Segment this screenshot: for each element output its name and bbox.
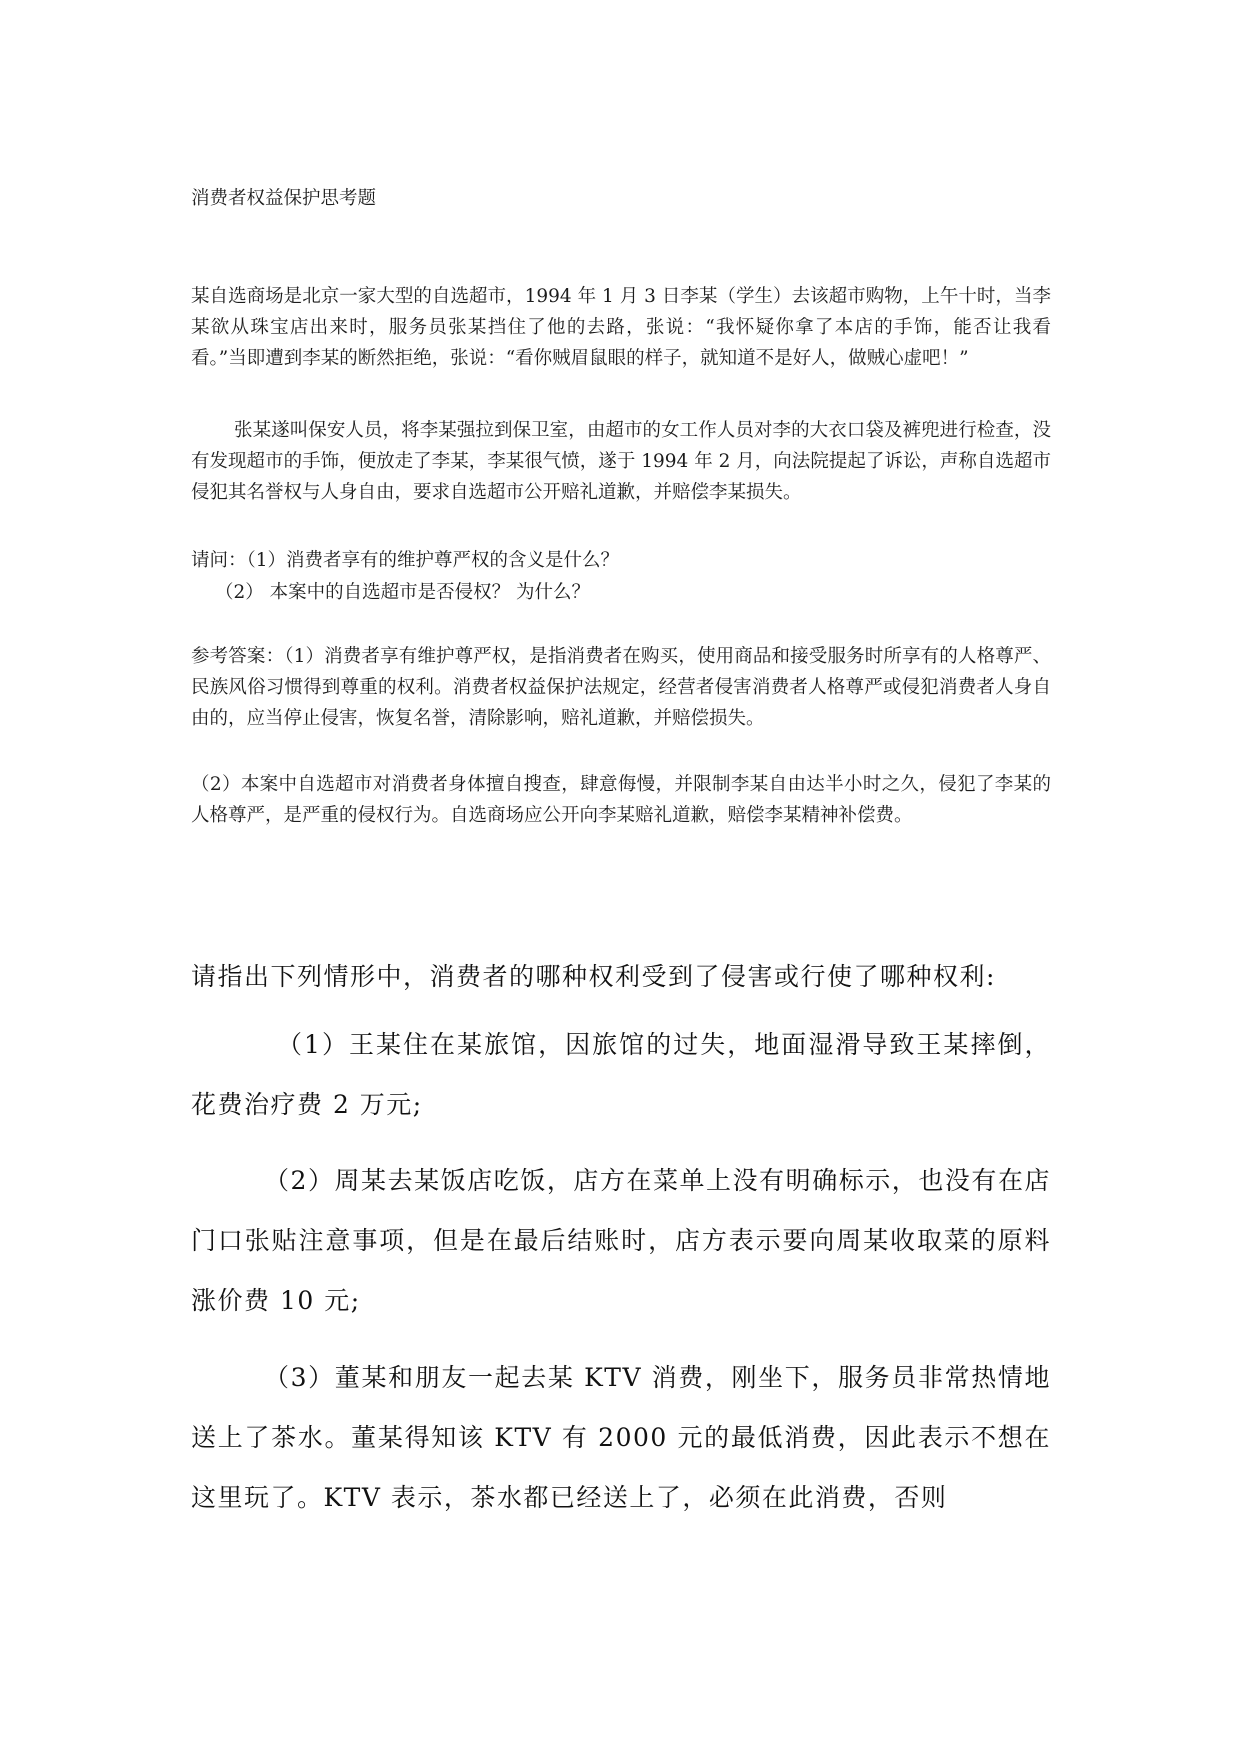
case-question-2: （2） 本案中的自选超市是否侵权？ 为什么？ (215, 582, 591, 603)
document-title: 消费者权益保护思考题 (191, 188, 377, 209)
exercise-intro: 请指出下列情形中，消费者的哪种权利受到了侵害或行使了哪种权利: (191, 962, 996, 991)
exercise-item-3: （3）董某和朋友一起去某 KTV 消费，刚坐下，服务员非常热情地送上了茶水。董某得知该 KTV 有 2000 元的最低消费，因此表示不想在这里玩了。KTV 表示，茶水都已经送上了，必须在此消费，否则 (191, 1363, 1051, 1512)
case-paragraph-1: 某自选商场是北京一家大型的自选超市，1994 年 1 月 3 日李某（学生）去该超市购物，上午十时，当李某欲从珠宝店出来时，服务员张某挡住了他的去路，张说：“我怀疑你拿了本店的手饰，能否让我看看。”当即遭到李某的断然拒绝，张说：“看你贼眉鼠眼的样子，就知道不是好人，做贼心虚吧！” (191, 286, 1051, 369)
answer-paragraph-1: 参考答案：（1）消费者享有维护尊严权，是指消费者在购买，使用商品和接受服务时所享有的人格尊严、民族风俗习惯得到尊重的权利。消费者权益保护法规定，经营者侵害消费者人格尊严或侵犯消费者人身自由的，应当停止侵害，恢复名誉，清除影响，赔礼道歉，并赔偿损失。 (191, 646, 1051, 729)
exercise-item-1: （1）王某住在某旅馆，因旅馆的过失，地面湿滑导致王某摔倒，花费治疗费 2 万元; (191, 1030, 1051, 1119)
answer-paragraph-2: （2）本案中自选超市对消费者身体擅自搜查，肆意侮慢，并限制李某自由达半小时之久，侵犯了李某的人格尊严，是严重的侵权行为。自选商场应公开向李某赔礼道歉，赔偿李某精神补偿费。 (191, 774, 1051, 826)
case-paragraph-2: 张某遂叫保安人员，将李某强拉到保卫室，由超市的女工作人员对李的大衣口袋及裤兜进行检查，没有发现超市的手饰，便放走了李某，李某很气愤，遂于 1994 年 2 月，向法院提起了诉讼，声称自选超市侵犯其名誉权与人身自由，要求自选超市公开赔礼道歉，并赔偿李某损失。 (191, 420, 1051, 503)
exercise-item-2: （2）周某去某饭店吃饭，店方在菜单上没有明确标示，也没有在店门口张贴注意事项，但是在最后结账时，店方表示要向周某收取菜的原料涨价费 10 元; (191, 1166, 1051, 1315)
case-question-1: 请问：（1）消费者享有的维护尊严权的含义是什么？ (191, 550, 620, 571)
